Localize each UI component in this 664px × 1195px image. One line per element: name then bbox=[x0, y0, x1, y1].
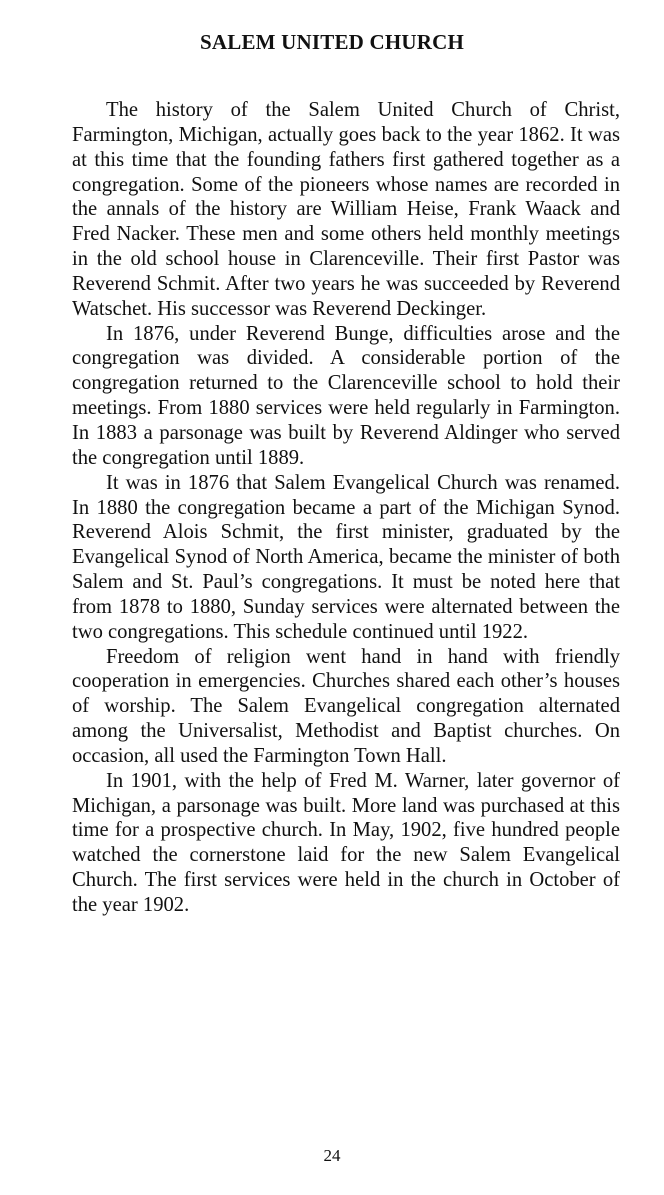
page-number: 24 bbox=[323, 1146, 341, 1165]
paragraph-4: Freedom of religion went hand in hand with friendly cooperation in emergencies. Churches shared each other’s houses of worship. The Salem Evangelical congregation alternated among the Universalist, Methodist and Baptist churches. On occasion, all used the Farmington Town Hall. bbox=[72, 645, 620, 767]
body-text bbox=[72, 98, 620, 918]
paragraph-3: It was in 1876 that Salem Evangelical Church was renamed. In 1880 the congregation became a part of the Michigan Synod. Reverend Alois Schmit, the first minister, graduated by the Evangelical Synod of North America, became the minister of both Salem and St. Paul’s congregations. It must be noted here that from 1878 to 1880, Sunday services were alternated between the two congregations. This schedule continued until 1922. bbox=[72, 471, 620, 643]
page-title: SALEM UNITED CHURCH bbox=[200, 30, 464, 54]
paragraph-2: In 1876, under Reverend Bunge, difficulties arose and the congregation was divided. A considerable portion of the congregation returned to the Clarenceville school to hold their meetings. From 1880 services were held regularly in Farmington. In 1883 a parsonage was built by Reverend Aldinger who served the congregation until 1889. bbox=[72, 322, 620, 469]
paragraph-1: The history of the Salem United Church of Christ, Farmington, Michigan, actually goes back to the year 1862. It was at this time that the founding fathers first gathered together as a congregation. Some of the pioneers whose names are recorded in the annals of the history are William Heise, Frank Waack and Fred Nacker. These men and some others held monthly meetings in the old school house in Clarenceville. Their first Pastor was Reverend Schmit. After two years he was succeeded by Reverend Watschet. His successor was Reverend Deckinger. bbox=[72, 99, 620, 320]
paragraph-5: In 1901, with the help of Fred M. Warner, later governor of Michigan, a parsonage was built. More land was purchased at this time for a prospective church. In May, 1902, five hundred people watched the cornerstone laid for the new Salem Evangelical Church. The first services were held in the church in October of the year 1902. bbox=[72, 769, 620, 916]
